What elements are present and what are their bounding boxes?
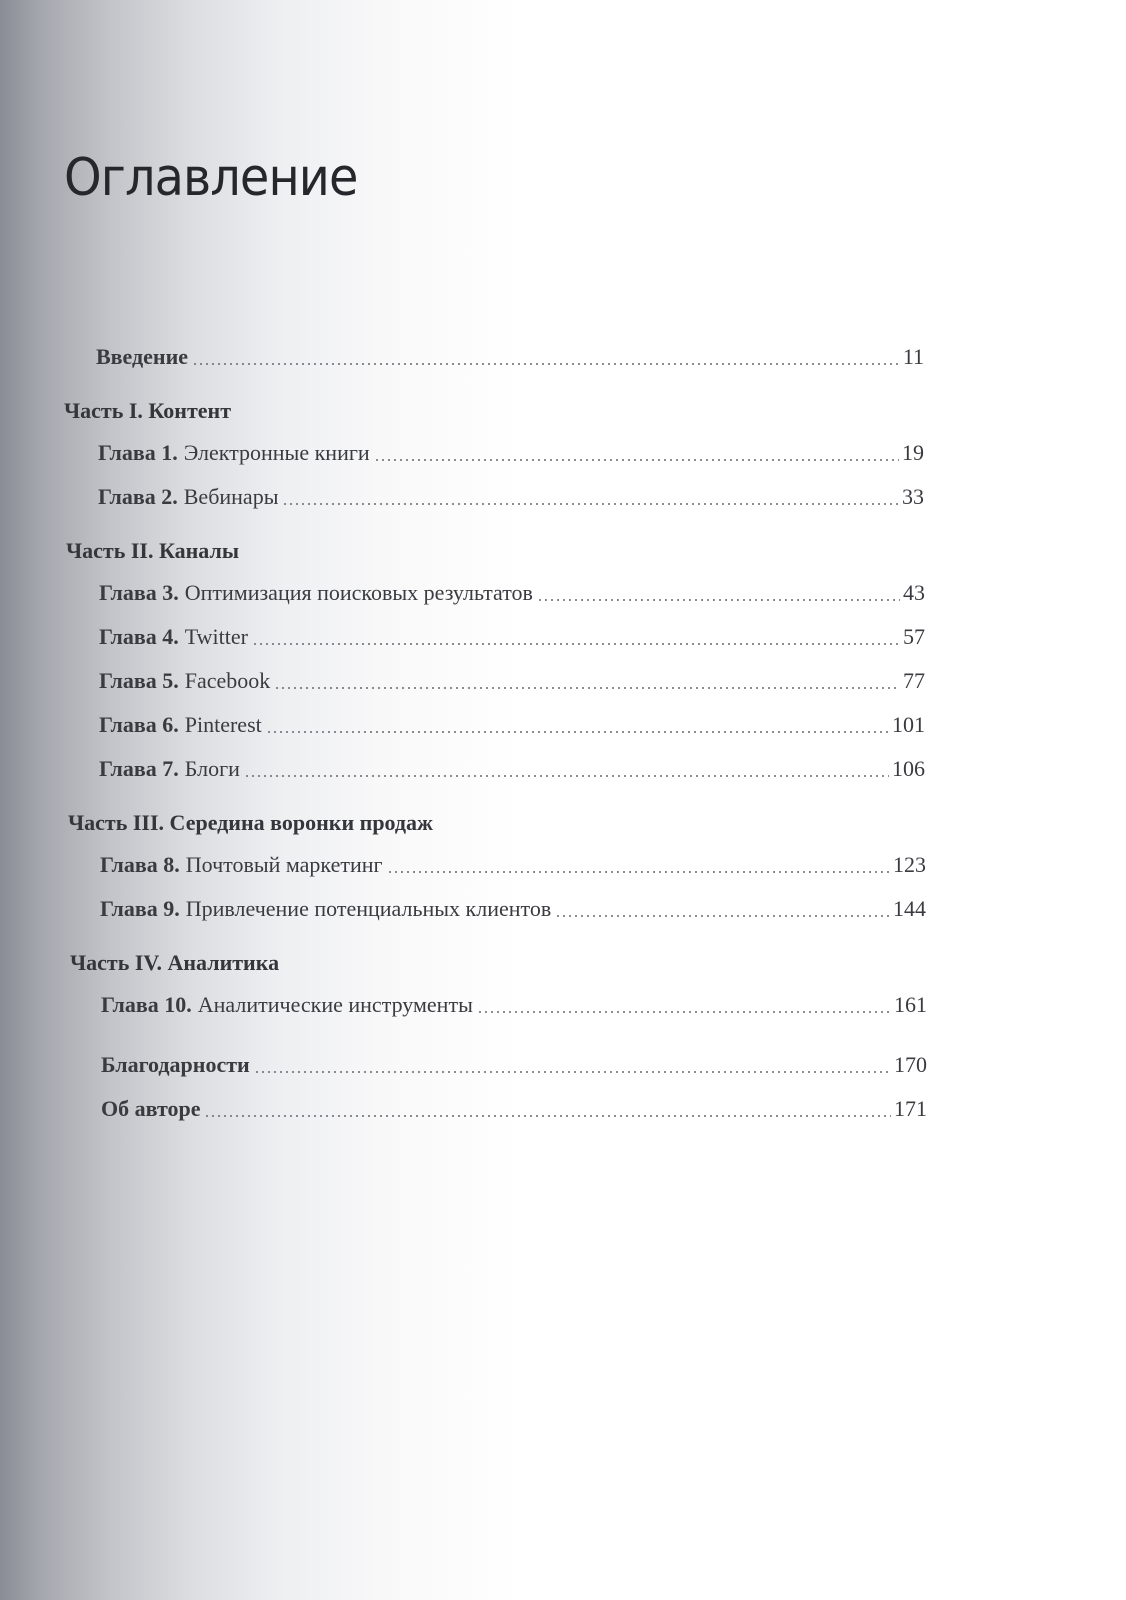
toc-chapter-title: Почтовый маркетинг — [185, 852, 383, 877]
toc-page-number: 101 — [892, 712, 925, 737]
toc-chapter-title: Блоги — [184, 756, 240, 781]
dot-leader — [252, 643, 900, 645]
dot-leader — [244, 775, 889, 777]
toc-page-number: 11 — [902, 344, 924, 369]
toc-part-heading: Часть I. Контент — [64, 398, 231, 423]
toc-entry-about-author[interactable] — [101, 1094, 927, 1124]
toc-page-number: 106 — [892, 756, 925, 781]
dot-leader — [282, 503, 899, 505]
toc-page-number: 43 — [903, 580, 925, 605]
toc-page-number: 171 — [894, 1096, 927, 1121]
dot-leader — [254, 1071, 891, 1073]
toc-chapter-number: Глава 7. — [99, 756, 179, 781]
toc-entry-chapter[interactable] — [100, 850, 926, 880]
toc-chapter-number: Глава 3. — [99, 580, 179, 605]
toc-entry-chapter[interactable] — [99, 710, 925, 740]
toc-chapter-title: Аналитические инструменты — [197, 992, 473, 1017]
toc-part-heading: Часть IV. Аналитика — [70, 950, 280, 975]
toc-entry-chapter[interactable] — [99, 578, 925, 608]
dot-leader — [387, 871, 890, 873]
dot-leader — [555, 915, 890, 917]
toc-page-number: 161 — [894, 992, 927, 1017]
toc-entry-chapter[interactable] — [99, 622, 925, 652]
toc-entry-label: Об авторе — [101, 1096, 201, 1121]
toc-chapter-title: Вебинары — [183, 484, 279, 509]
toc-chapter-title: Twitter — [184, 624, 248, 649]
dot-leader — [477, 1011, 891, 1013]
toc-entry-chapter[interactable] — [100, 894, 926, 924]
toc-chapter-number: Глава 6. — [99, 712, 179, 737]
toc-entry-acknowledgements[interactable] — [101, 1050, 927, 1080]
toc-chapter-title: Оптимизация поисковых результатов — [184, 580, 533, 605]
toc-chapter-number: Глава 2. — [98, 484, 178, 509]
dot-leader — [274, 687, 900, 689]
toc-chapter-number: Глава 8. — [100, 852, 180, 877]
toc-chapter-title: Pinterest — [184, 712, 262, 737]
toc-chapter-number: Глава 10. — [101, 992, 192, 1017]
toc-page-number: 123 — [893, 852, 926, 877]
toc-chapter-number: Глава 5. — [99, 668, 179, 693]
toc-part-heading: Часть III. Середина воронки продаж — [68, 810, 433, 835]
toc-entry-chapter[interactable] — [99, 666, 925, 696]
toc-page-number: 144 — [893, 896, 926, 921]
dot-leader — [374, 459, 899, 461]
toc-chapter-title: Привлечение потенциальных клиентов — [185, 896, 552, 921]
toc-entry-label: Благодарности — [101, 1052, 250, 1077]
dot-leader — [537, 599, 900, 601]
toc-chapter-title: Facebook — [184, 668, 271, 693]
toc-entry-chapter[interactable] — [98, 438, 924, 468]
toc-chapter-title: Электронные книги — [183, 440, 370, 465]
toc-page-number: 57 — [903, 624, 925, 649]
toc-page-number: 19 — [902, 440, 924, 465]
toc-page-number: 33 — [902, 484, 924, 509]
dot-leader — [266, 731, 889, 733]
toc-page-number: 77 — [903, 668, 925, 693]
toc-page-number: 170 — [894, 1052, 927, 1077]
toc-entry-intro[interactable] — [96, 342, 924, 372]
dot-leader — [204, 1115, 891, 1117]
toc-entry-chapter[interactable] — [98, 482, 924, 512]
page-title: Оглавление — [64, 148, 358, 208]
toc-chapter-number: Глава 9. — [100, 896, 180, 921]
toc-part-heading: Часть II. Каналы — [66, 538, 240, 563]
toc-chapter-number: Глава 1. — [98, 440, 178, 465]
toc-entry-chapter[interactable] — [99, 754, 925, 784]
toc-chapter-number: Глава 4. — [99, 624, 179, 649]
dot-leader — [192, 363, 900, 365]
toc-entry-label: Введение — [96, 344, 189, 369]
toc-entry-chapter[interactable] — [101, 990, 927, 1020]
